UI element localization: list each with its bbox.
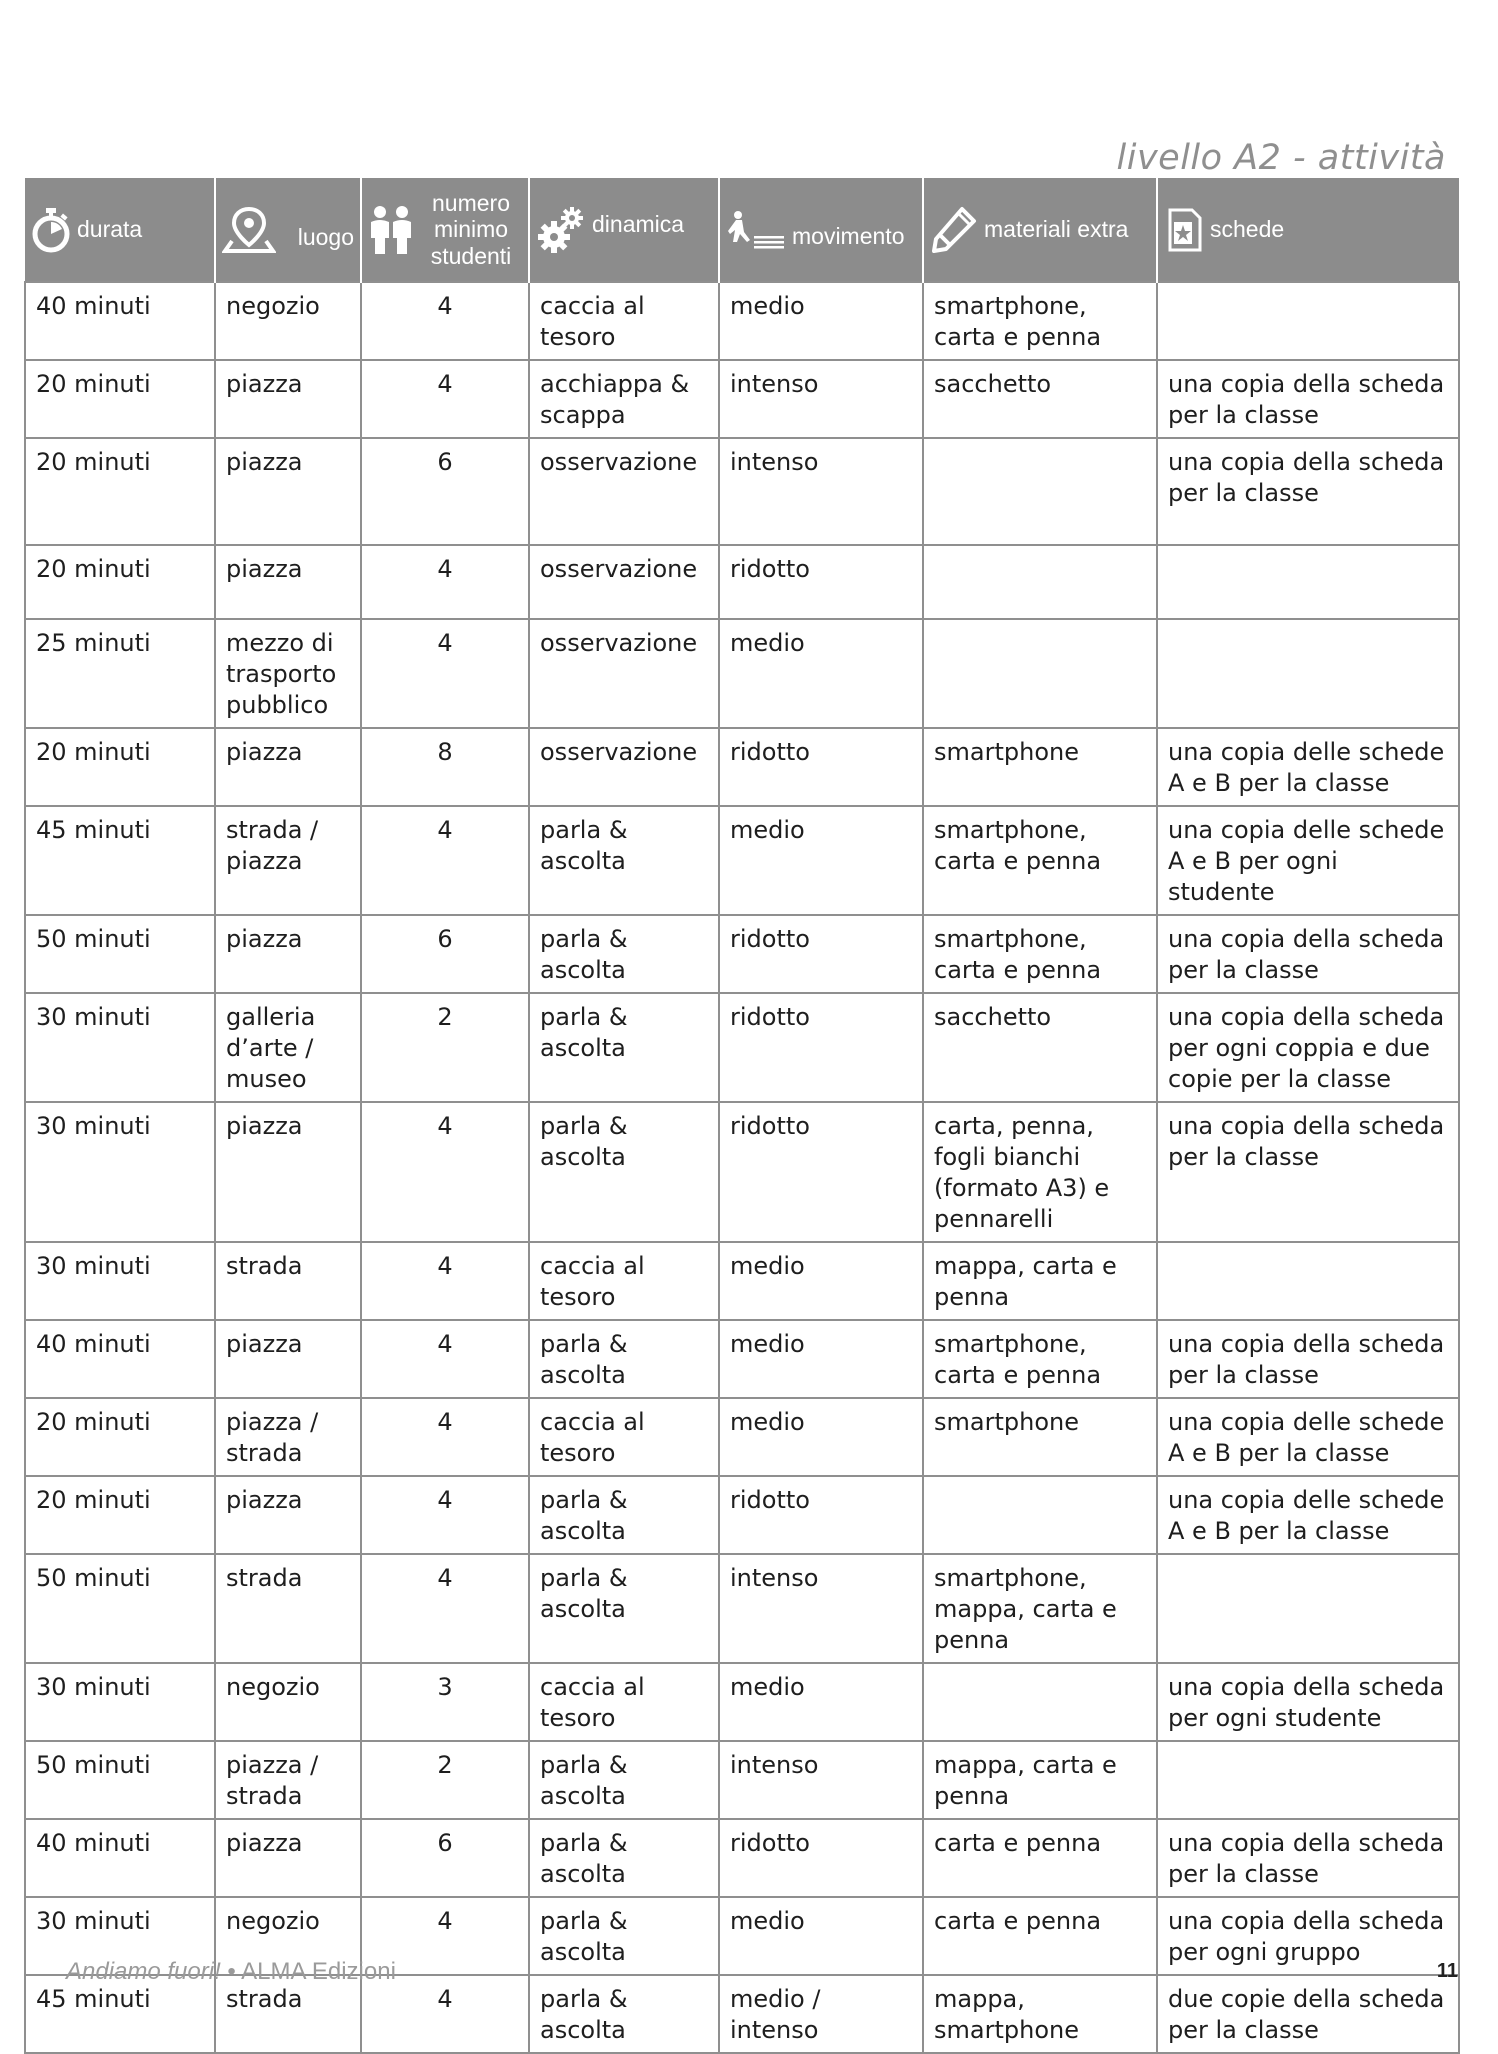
cell-luogo: negozio — [215, 1663, 361, 1741]
table-body — [25, 282, 1459, 2053]
table-row — [25, 1398, 1459, 1476]
cell-dinamica: caccia al tesoro — [529, 282, 719, 360]
cell-schede — [1157, 619, 1459, 728]
cell-dinamica: parla & ascolta — [529, 1476, 719, 1554]
table-row — [25, 438, 1459, 545]
cell-durata: 40 minuti — [25, 1819, 215, 1897]
cell-schede — [1157, 1242, 1459, 1320]
cell-durata: 20 minuti — [25, 360, 215, 438]
header-durata — [25, 178, 215, 282]
cell-luogo: strada — [215, 1975, 361, 2053]
cell-movimento: intenso — [719, 1741, 923, 1819]
cell-dinamica: caccia al tesoro — [529, 1242, 719, 1320]
cell-durata: 50 minuti — [25, 1741, 215, 1819]
cell-movimento: intenso — [719, 438, 923, 545]
location-pin-icon — [222, 205, 276, 255]
cell-materiali — [923, 619, 1157, 728]
table-row — [25, 1102, 1459, 1242]
table-row — [25, 545, 1459, 619]
cell-numero: 2 — [361, 993, 529, 1102]
cell-movimento: intenso — [719, 1554, 923, 1663]
cell-materiali: sacchetto — [923, 993, 1157, 1102]
cell-movimento: ridotto — [719, 545, 923, 619]
cell-materiali — [923, 1663, 1157, 1741]
cell-durata: 30 minuti — [25, 1897, 215, 1975]
cell-dinamica: osservazione — [529, 619, 719, 728]
cell-movimento: medio — [719, 1663, 923, 1741]
cell-movimento: ridotto — [719, 1819, 923, 1897]
header-numero — [361, 178, 529, 282]
header-schede — [1157, 178, 1459, 282]
cell-movimento: ridotto — [719, 993, 923, 1102]
cell-dinamica: parla & ascolta — [529, 915, 719, 993]
cell-luogo: piazza — [215, 915, 361, 993]
cell-movimento: medio — [719, 1320, 923, 1398]
cell-luogo: piazza — [215, 1819, 361, 1897]
cell-materiali: smartphone, mappa, carta e penna — [923, 1554, 1157, 1663]
footer-book-title: Andiamo fuori! — [66, 1958, 221, 1985]
cell-materiali: smartphone, carta e penna — [923, 282, 1157, 360]
cell-materiali: mappa, carta e penna — [923, 1242, 1157, 1320]
cell-dinamica: osservazione — [529, 438, 719, 545]
cell-schede: due copie della scheda per la classe — [1157, 1975, 1459, 2053]
cell-schede: una copia della scheda per la classe — [1157, 438, 1459, 545]
cell-luogo: piazza — [215, 1476, 361, 1554]
cell-luogo: piazza — [215, 438, 361, 545]
cell-movimento: medio — [719, 1398, 923, 1476]
cell-durata: 50 minuti — [25, 915, 215, 993]
cell-numero: 4 — [361, 1102, 529, 1242]
cell-numero: 4 — [361, 1398, 529, 1476]
cell-numero: 6 — [361, 1819, 529, 1897]
cell-schede — [1157, 1741, 1459, 1819]
cell-durata: 45 minuti — [25, 806, 215, 915]
cell-materiali: smartphone — [923, 728, 1157, 806]
cell-luogo: piazza — [215, 360, 361, 438]
cell-durata: 30 minuti — [25, 993, 215, 1102]
cell-movimento: medio — [719, 619, 923, 728]
cell-luogo: strada — [215, 1554, 361, 1663]
page-number: 11 — [1436, 1960, 1458, 1982]
cell-materiali: sacchetto — [923, 360, 1157, 438]
pencil-tag-icon — [930, 205, 978, 255]
cell-numero: 4 — [361, 619, 529, 728]
cell-luogo: piazza / strada — [215, 1398, 361, 1476]
header-materiali-label: materiali extra — [984, 216, 1129, 243]
cell-movimento: ridotto — [719, 728, 923, 806]
cell-movimento: medio — [719, 282, 923, 360]
header-luogo-label: luogo — [297, 224, 354, 251]
cell-schede: una copia della scheda per la classe — [1157, 915, 1459, 993]
cell-luogo: piazza — [215, 545, 361, 619]
footer-publisher: ALMA Edizioni — [241, 1958, 396, 1985]
table-row — [25, 728, 1459, 806]
cell-numero: 4 — [361, 806, 529, 915]
cell-durata: 20 minuti — [25, 728, 215, 806]
cell-luogo: galleria d’arte / museo — [215, 993, 361, 1102]
cell-durata: 20 minuti — [25, 1476, 215, 1554]
cell-numero: 4 — [361, 1320, 529, 1398]
footer-separator: • — [227, 1958, 236, 1985]
table-row — [25, 915, 1459, 993]
cell-durata: 50 minuti — [25, 1554, 215, 1663]
cell-numero: 4 — [361, 1242, 529, 1320]
cell-dinamica: acchiappa & scappa — [529, 360, 719, 438]
cell-materiali: smartphone — [923, 1398, 1157, 1476]
people-icon — [368, 204, 414, 256]
cell-luogo: strada / piazza — [215, 806, 361, 915]
cell-materiali: smartphone, carta e penna — [923, 806, 1157, 915]
header-dinamica — [529, 178, 719, 282]
cell-numero: 4 — [361, 1897, 529, 1975]
cell-dinamica: parla & ascolta — [529, 993, 719, 1102]
cell-durata: 45 minuti — [25, 1975, 215, 2053]
cell-dinamica: caccia al tesoro — [529, 1398, 719, 1476]
cell-movimento: ridotto — [719, 915, 923, 993]
cell-luogo: piazza — [215, 1102, 361, 1242]
cell-dinamica: osservazione — [529, 728, 719, 806]
cell-materiali: carta, penna, fogli bianchi (formato A3) e pennarelli — [923, 1102, 1157, 1242]
cell-movimento: medio — [719, 806, 923, 915]
cell-numero: 4 — [361, 282, 529, 360]
cell-schede: una copia delle schede A e B per la classe — [1157, 1398, 1459, 1476]
cell-materiali: mappa, carta e penna — [923, 1741, 1157, 1819]
cell-luogo: strada — [215, 1242, 361, 1320]
cell-luogo: piazza — [215, 728, 361, 806]
cell-durata: 30 minuti — [25, 1663, 215, 1741]
cell-dinamica: parla & ascolta — [529, 1819, 719, 1897]
cell-luogo: negozio — [215, 282, 361, 360]
cell-durata: 40 minuti — [25, 1320, 215, 1398]
cell-schede: una copia della scheda per la classe — [1157, 1320, 1459, 1398]
cell-luogo: piazza — [215, 1320, 361, 1398]
cell-movimento: intenso — [719, 360, 923, 438]
cell-materiali — [923, 545, 1157, 619]
cell-luogo: piazza / strada — [215, 1741, 361, 1819]
cell-numero: 2 — [361, 1741, 529, 1819]
header-schede-label: schede — [1210, 216, 1285, 243]
cell-schede: una copia della scheda per ogni gruppo — [1157, 1897, 1459, 1975]
cell-movimento: ridotto — [719, 1102, 923, 1242]
cell-numero: 6 — [361, 438, 529, 545]
cell-numero: 8 — [361, 728, 529, 806]
header-movimento — [719, 178, 923, 282]
cell-schede: una copia della scheda per la classe — [1157, 360, 1459, 438]
sheet-star-icon — [1164, 206, 1204, 254]
table-row — [25, 806, 1459, 915]
cell-dinamica: osservazione — [529, 545, 719, 619]
table-row — [25, 619, 1459, 728]
table-row — [25, 993, 1459, 1102]
cell-schede — [1157, 282, 1459, 360]
table-row — [25, 1819, 1459, 1897]
header-luogo — [215, 178, 361, 282]
table-row — [25, 1741, 1459, 1819]
cell-durata: 30 minuti — [25, 1242, 215, 1320]
table-row — [25, 1476, 1459, 1554]
cell-dinamica: caccia al tesoro — [529, 1663, 719, 1741]
cell-numero: 6 — [361, 915, 529, 993]
cell-durata: 30 minuti — [25, 1102, 215, 1242]
cell-schede: una copia delle schede A e B per ogni studente — [1157, 806, 1459, 915]
cell-luogo: mezzo di trasporto pubblico — [215, 619, 361, 728]
header-movimento-label: movimento — [792, 223, 905, 250]
cell-movimento: medio / intenso — [719, 1975, 923, 2053]
cell-dinamica: parla & ascolta — [529, 1975, 719, 2053]
table-row — [25, 1975, 1459, 2053]
cell-materiali: carta e penna — [923, 1819, 1157, 1897]
cell-materiali: mappa, smartphone — [923, 1975, 1157, 2053]
cell-durata: 20 minuti — [25, 545, 215, 619]
cell-schede: una copia della scheda per la classe — [1157, 1819, 1459, 1897]
cell-materiali: carta e penna — [923, 1897, 1157, 1975]
cell-schede: una copia delle schede A e B per la classe — [1157, 1476, 1459, 1554]
cell-dinamica: parla & ascolta — [529, 1741, 719, 1819]
cell-numero: 3 — [361, 1663, 529, 1741]
cell-numero: 4 — [361, 360, 529, 438]
table-header-row — [25, 178, 1459, 282]
cell-durata: 40 minuti — [25, 282, 215, 360]
activities-table — [24, 178, 1460, 2054]
table-row — [25, 282, 1459, 360]
table-row — [25, 1320, 1459, 1398]
cell-numero: 4 — [361, 1554, 529, 1663]
table-row — [25, 1663, 1459, 1741]
stopwatch-icon — [31, 207, 71, 253]
header-durata-label: durata — [77, 216, 143, 243]
cell-materiali — [923, 438, 1157, 545]
cell-schede: una copia della scheda per la classe — [1157, 1102, 1459, 1242]
footer-credit — [66, 1958, 396, 1986]
cell-luogo: negozio — [215, 1897, 361, 1975]
cell-schede — [1157, 1554, 1459, 1663]
walking-person-icon — [726, 210, 786, 250]
header-dinamica-label: dinamica — [592, 210, 685, 237]
cell-schede — [1157, 545, 1459, 619]
header-numero-label: numero minimo studenti — [430, 189, 512, 269]
cell-schede: una copia delle schede A e B per la classe — [1157, 728, 1459, 806]
cell-schede: una copia della scheda per ogni coppia e due copie per la classe — [1157, 993, 1459, 1102]
cell-materiali — [923, 1476, 1157, 1554]
cell-numero: 4 — [361, 1975, 529, 2053]
cell-movimento: medio — [719, 1242, 923, 1320]
cell-movimento: ridotto — [719, 1476, 923, 1554]
header-materiali — [923, 178, 1157, 282]
cell-movimento: medio — [719, 1897, 923, 1975]
cell-numero: 4 — [361, 1476, 529, 1554]
cell-durata: 20 minuti — [25, 1398, 215, 1476]
gears-icon — [536, 205, 586, 255]
cell-materiali: smartphone, carta e penna — [923, 1320, 1157, 1398]
cell-dinamica: parla & ascolta — [529, 806, 719, 915]
table-row — [25, 360, 1459, 438]
cell-schede: una copia della scheda per ogni studente — [1157, 1663, 1459, 1741]
table-row — [25, 1242, 1459, 1320]
cell-materiali: smartphone, carta e penna — [923, 915, 1157, 993]
cell-dinamica: parla & ascolta — [529, 1320, 719, 1398]
cell-numero: 4 — [361, 545, 529, 619]
cell-durata: 20 minuti — [25, 438, 215, 545]
cell-dinamica: parla & ascolta — [529, 1102, 719, 1242]
page-title: livello A2 - attività — [1116, 138, 1446, 178]
cell-durata: 25 minuti — [25, 619, 215, 728]
table-row — [25, 1554, 1459, 1663]
cell-dinamica: parla & ascolta — [529, 1897, 719, 1975]
cell-dinamica: parla & ascolta — [529, 1554, 719, 1663]
